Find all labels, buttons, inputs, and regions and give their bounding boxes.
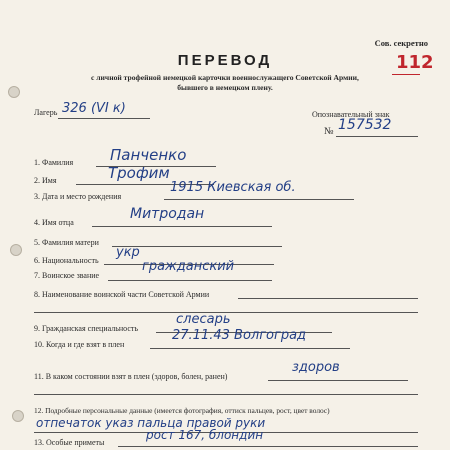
field-line bbox=[268, 380, 408, 381]
field-label: Фамилия матери bbox=[42, 238, 99, 247]
field-number: 2. bbox=[34, 176, 40, 185]
field-line-extra bbox=[34, 394, 418, 395]
id-mark-label: Опознавательный знак bbox=[312, 110, 390, 119]
punch-hole bbox=[12, 410, 24, 422]
field-label: Подробные персональные данные (имеется фотография, оттиск пальцев, рост, цвет волос) bbox=[45, 406, 330, 415]
field-value: слесарь bbox=[176, 312, 231, 327]
field-label: Имя bbox=[42, 176, 57, 185]
camp-label: Лагерь bbox=[34, 108, 58, 117]
field-label: Гражданская специальность bbox=[42, 324, 139, 333]
id-mark-prefix: № bbox=[324, 126, 334, 137]
field-value: укр bbox=[116, 245, 140, 260]
field-value: гражданский bbox=[142, 259, 235, 274]
field-number: 6. bbox=[34, 256, 40, 265]
field-label: Имя отца bbox=[42, 218, 74, 227]
camp-line bbox=[58, 118, 150, 119]
field-label: Особые приметы bbox=[46, 438, 105, 447]
field-label: Когда и где взят в плен bbox=[46, 340, 125, 349]
field-value: 1915 Киевская об. bbox=[170, 180, 296, 195]
field-number: 10. bbox=[34, 340, 44, 349]
field-value: здоров bbox=[292, 360, 340, 375]
field-label: Дата и место рождения bbox=[42, 192, 122, 201]
field-number: 3. bbox=[34, 192, 40, 201]
field-value: отпечаток указ пальца правой руки bbox=[36, 416, 266, 430]
classification-label: Сов. секретно bbox=[374, 38, 428, 48]
stamp-number: 112 bbox=[396, 52, 434, 73]
field-line bbox=[238, 298, 418, 299]
field-label: Воинское звание bbox=[42, 271, 100, 280]
field-label: Фамилия bbox=[42, 158, 74, 167]
field-number: 8. bbox=[34, 290, 40, 299]
page-title: ПЕРЕВОД bbox=[177, 52, 273, 69]
subtitle-line2: бывшего в немецком плену. bbox=[177, 83, 273, 92]
camp-value: 326 (VI к) bbox=[62, 101, 126, 116]
field-number: 13. bbox=[34, 438, 44, 447]
field-number: 12. bbox=[34, 406, 44, 415]
field-number: 9. bbox=[34, 324, 40, 333]
field-number: 7. bbox=[34, 271, 40, 280]
id-mark-value: 157532 bbox=[338, 117, 392, 133]
field-line bbox=[164, 199, 354, 200]
field-value: рост 167, блондин bbox=[146, 428, 264, 442]
field-line bbox=[118, 446, 418, 447]
field-number: 1. bbox=[34, 158, 40, 167]
field-value: Трофим bbox=[108, 164, 170, 182]
subtitle-line1: с личной трофейной немецкой карточки военнослужащего Советской Армии, bbox=[91, 73, 359, 82]
field-number: 4. bbox=[34, 218, 40, 227]
id-mark-line bbox=[336, 136, 418, 137]
field-number: 11. bbox=[34, 372, 44, 381]
punch-hole bbox=[10, 244, 22, 256]
field-label: Наименование воинской части Советской Армии bbox=[42, 290, 210, 299]
field-label: Национальность bbox=[42, 256, 99, 265]
field-label: В каком состоянии взят в плен (здоров, болен, ранен) bbox=[45, 372, 228, 381]
field-line bbox=[92, 226, 272, 227]
field-value: Панченко bbox=[110, 146, 187, 164]
field-number: 5. bbox=[34, 238, 40, 247]
field-value: Митродан bbox=[130, 206, 205, 222]
field-line bbox=[108, 280, 272, 281]
field-value: 27.11.43 Волгоград bbox=[172, 328, 307, 343]
field-line bbox=[150, 348, 350, 349]
